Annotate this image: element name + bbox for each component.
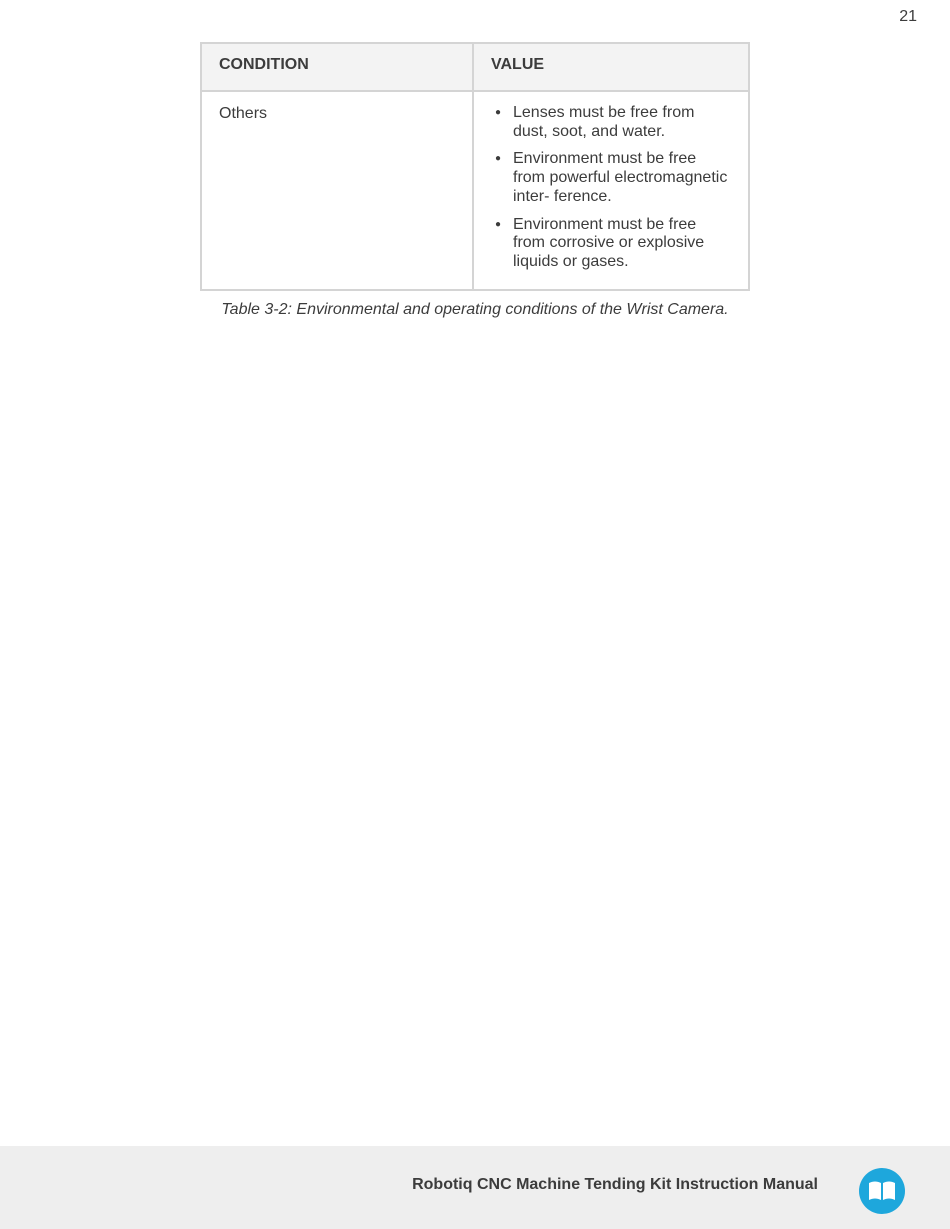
- list-item-text: Lenses must be free from dust, soot, and water.: [513, 104, 695, 140]
- page-number: 21: [899, 8, 917, 25]
- book-icon[interactable]: [859, 1168, 905, 1214]
- bullet-icon: ●: [495, 218, 502, 230]
- book-icon-right-page: [883, 1182, 895, 1201]
- table-row: [201, 91, 749, 290]
- header-value: VALUE: [473, 43, 749, 91]
- table-caption: Table 3-2: Environmental and operating conditions of the Wrist Camera.: [221, 301, 729, 318]
- bullet-icon: ●: [495, 153, 502, 165]
- value-list: [491, 104, 732, 272]
- cell-condition: Others: [201, 91, 473, 290]
- cell-value: [473, 91, 749, 290]
- book-icon-background: [859, 1168, 905, 1214]
- list-item: [491, 150, 732, 206]
- list-item-text: Environment must be free from corrosive or explosive liquids or gases.: [513, 215, 705, 270]
- table-header-row: [201, 43, 749, 91]
- list-item-text: Environment must be free from powerful electromagnetic inter- ference.: [513, 150, 728, 205]
- conditions-table: [200, 42, 750, 291]
- book-icon-left-page: [869, 1182, 881, 1201]
- list-item: [491, 104, 732, 141]
- header-condition: CONDITION: [201, 43, 473, 91]
- bullet-icon: ●: [495, 107, 502, 118]
- list-item: [491, 216, 732, 272]
- footer-title: Robotiq CNC Machine Tending Kit Instruction Manual: [412, 1176, 818, 1193]
- footer: [0, 1146, 950, 1229]
